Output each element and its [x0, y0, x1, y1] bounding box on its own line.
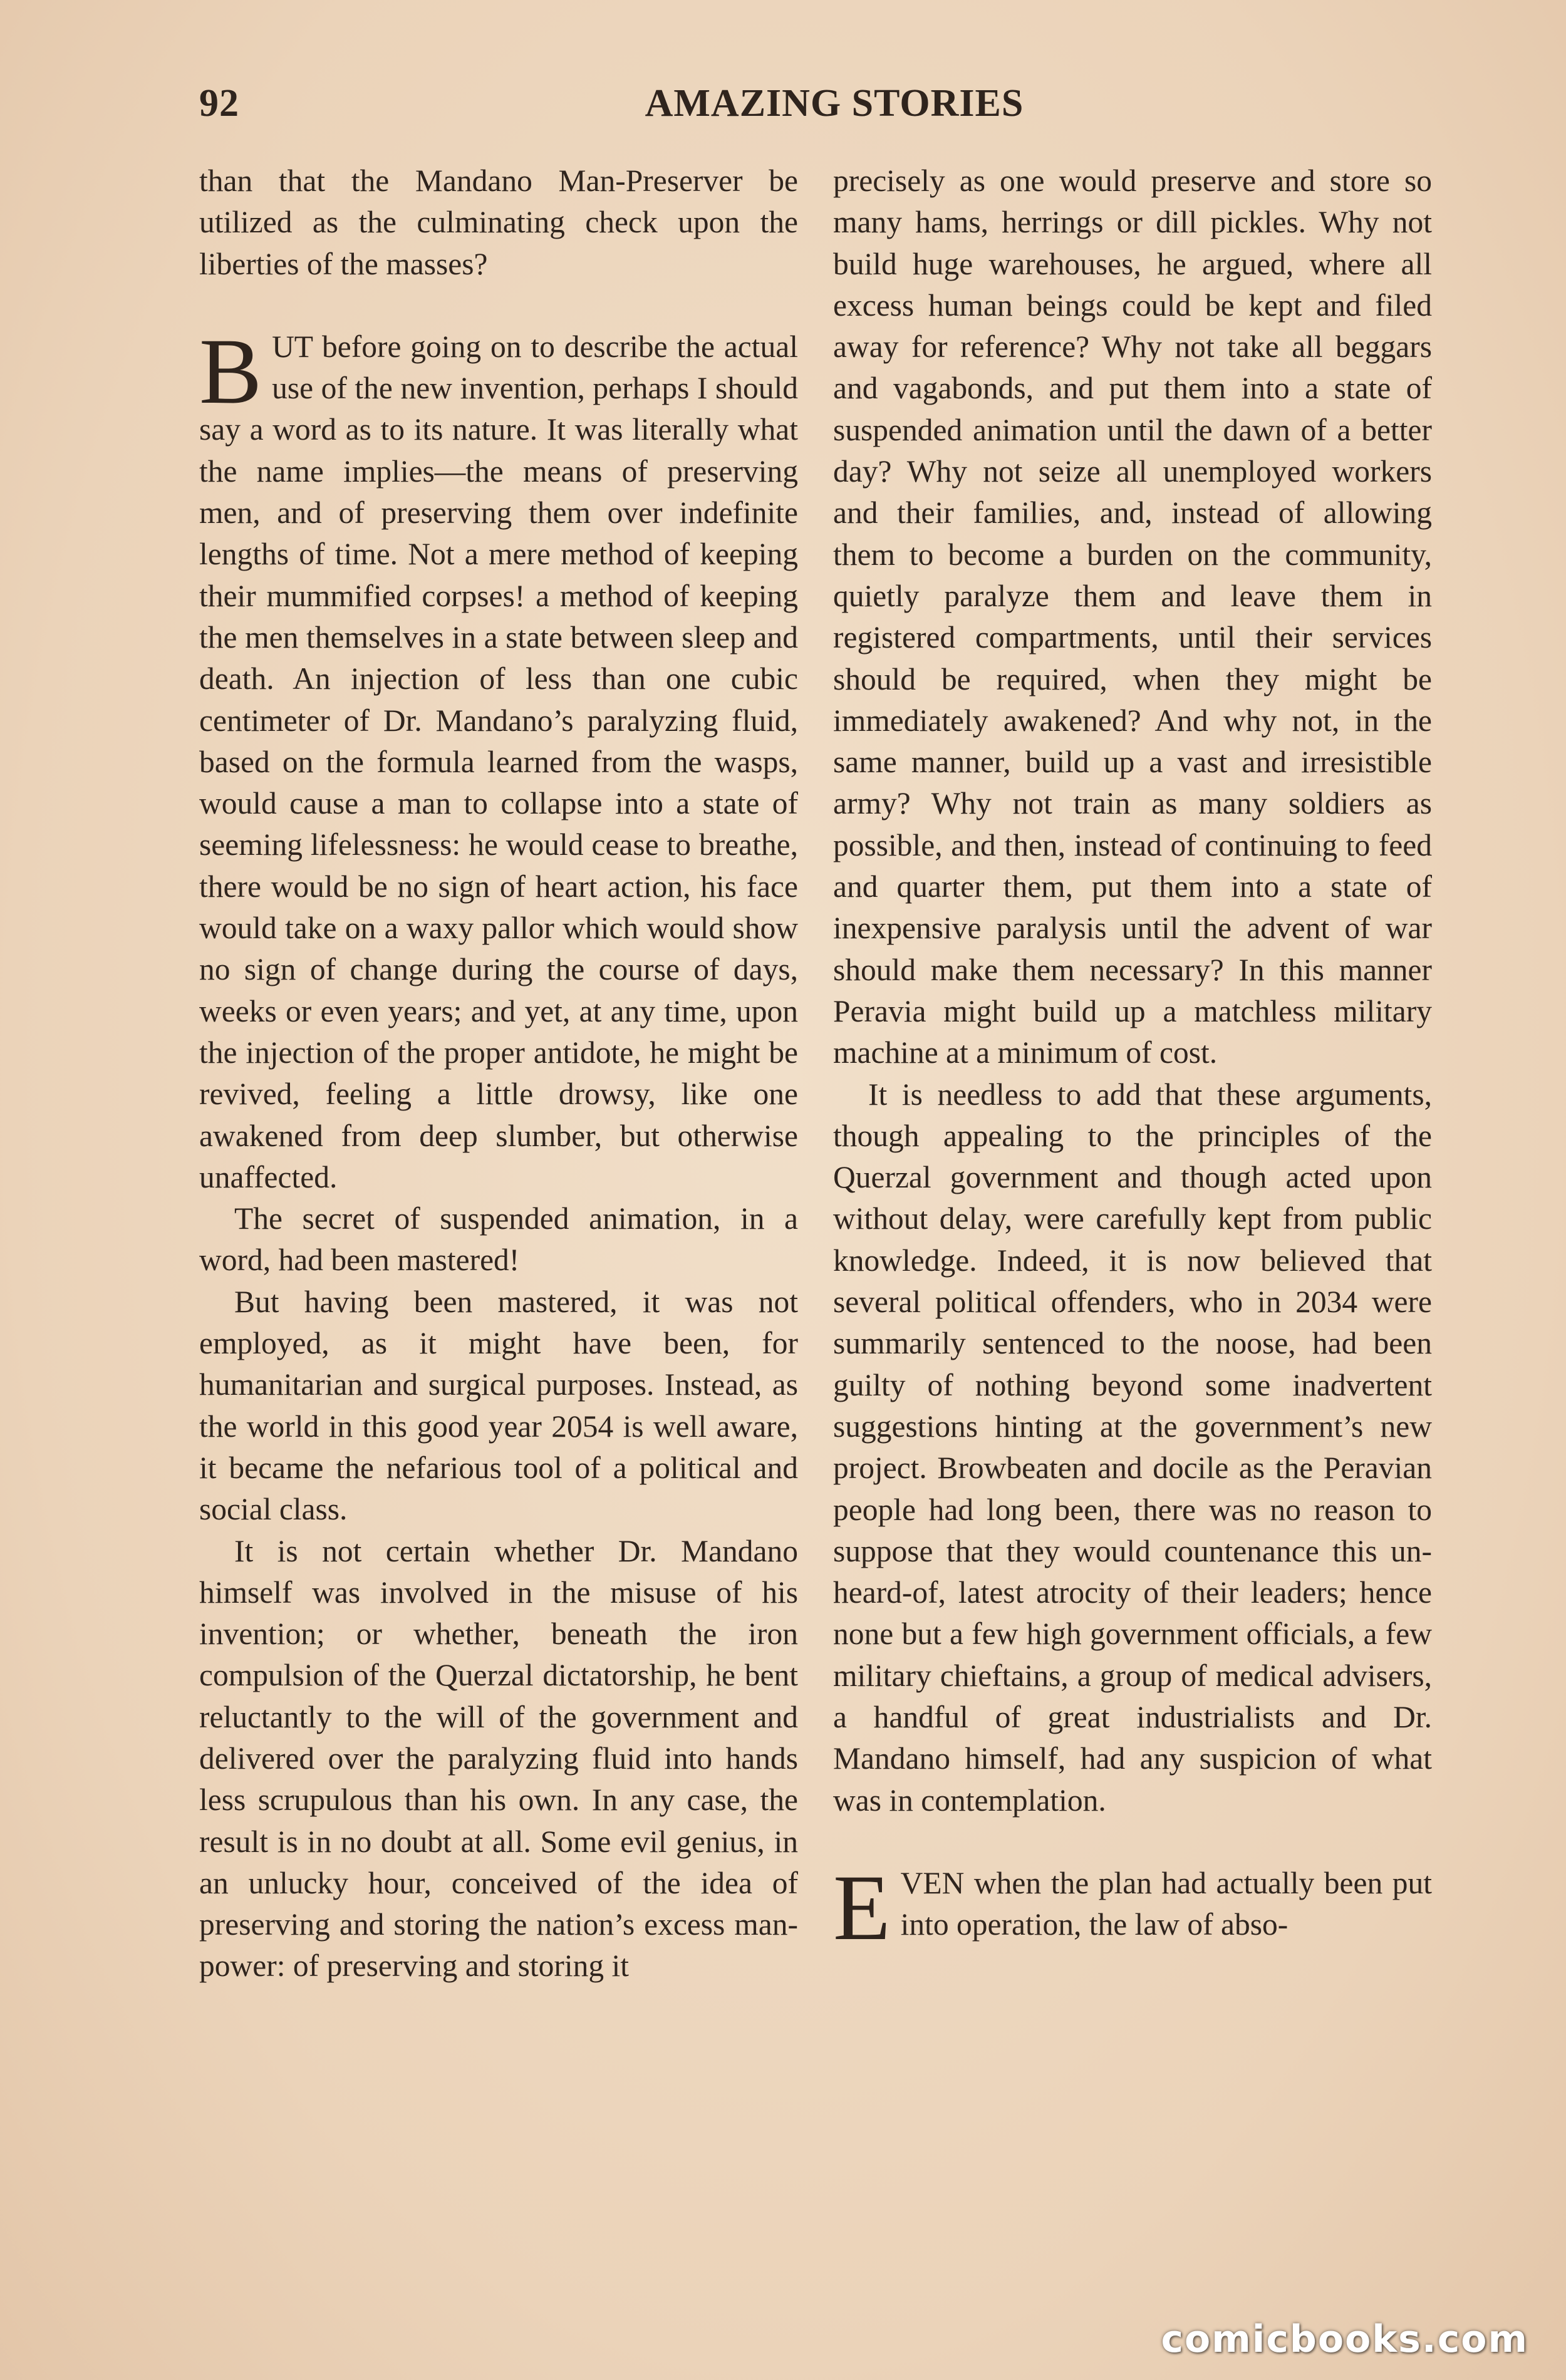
- paragraph: It is not certain whether Dr. Mandano himself was involved in the misuse of his invention; or whether, beneath the iron compulsion of the Querzal dictatorship, he bent reluctantly to the will of the government and delivered over the paralyzing fluid into hands less scrupulous than his own. In any case, the result is in no doubt at all. Some evil genius, in an unlucky hour, conceived of the idea of preserving and storing the nation’s excess man-power: of preserving and storing it: [199, 1533, 798, 1984]
- left-column: [199, 160, 798, 1987]
- paragraph-text: VEN when the plan had actually been put into operation, the law of abso-: [900, 1865, 1432, 1942]
- section-start-paragraph: [199, 319, 798, 1198]
- paragraph: It is needless to add that these arguments, though appealing to the principles of the Querzal government and though acted upon without delay, were carefully kept from public knowledge. Indeed, it is now believed that several political offenders, who in 2034 were summarily sentenced to the noose, had been guilty of nothing beyond some inadvertent suggestions hinting at the government’s new project. Browbeaten and docile as the Peravian people had long been, there was no reason to suppose that they would countenance this un-heard-of, latest atrocity of their leaders; hence none but a few high government officials, a few military chieftains, a group of medical advisers, a handful of great industrialists and Dr. Mandano himself, had any suspicion of what was in contemplation.: [833, 1077, 1432, 1818]
- drop-cap: E: [833, 1855, 891, 1960]
- paragraph: The secret of suspended animation, in a word, had been mastered!: [199, 1201, 798, 1278]
- page-header: [199, 75, 1432, 132]
- running-title: AMAZING STORIES: [645, 82, 1024, 125]
- right-column: [833, 160, 1432, 1960]
- paragraph-text: UT before going on to describe the actual use of the new invention, perhaps I should say a word as to its nature. It was literally what the name implies—the means of preserving men, and of preserving them over indefinite lengths of time. Not a mere method of keeping their mummified corpses! a method of keeping the men themselves in a state between sleep and death. An injection of less than one cubic centimeter of Dr. Mandano’s paralyzing fluid, based on the formula learned from the wasps, would cause a man to collapse into a state of seeming lifelessness: he would cease to breathe, there would be no sign of heart action, his face would take on a waxy pallor which would show no sign of change during the course of days, weeks or even years; and yet, at any time, upon the injection of the proper antidote, he might be revived, feeling a little drowsy, like one awakened from deep slumber, but otherwise unaffected.: [199, 329, 798, 1194]
- paragraph: But having been mastered, it was not employed, as it might have been, for humanitarian and surgical purposes. Instead, as the world in this good year 2054 is well aware, it became the nefarious tool of a political and social class.: [199, 1284, 798, 1527]
- drop-cap: B: [199, 319, 262, 423]
- paragraph: precisely as one would preserve and store so many hams, herrings or dill pickles. Why not build huge warehouses, he argued, where all excess human beings could be kept and filed away for reference? Why not take all beggars and vagabonds, and put them into a state of suspended animation until the dawn of a better day? Why not seize all unemployed workers and their families, and, instead of allowing them to become a burden on the community, quietly paralyze them and leave them in registered compartments, until their services should be required, when they might be immediately awakened? And why not, in the same manner, build up a vast and irresistible army? Why not train as many soldiers as possible, and then, instead of continuing to feed and quarter them, put them into a state of inexpensive paralysis until the advent of war should make them necessary? In this manner Peravia might build up a matchless military machine at a minimum of cost.: [833, 163, 1432, 1070]
- section-start-paragraph: [833, 1855, 1432, 1960]
- watermark: comicbooks.com: [1161, 2317, 1528, 2361]
- page-number: 92: [199, 82, 239, 125]
- paragraph: than that the Mandano Man-Preserver be utilized as the culminating check upon the liberties of the masses?: [199, 163, 798, 281]
